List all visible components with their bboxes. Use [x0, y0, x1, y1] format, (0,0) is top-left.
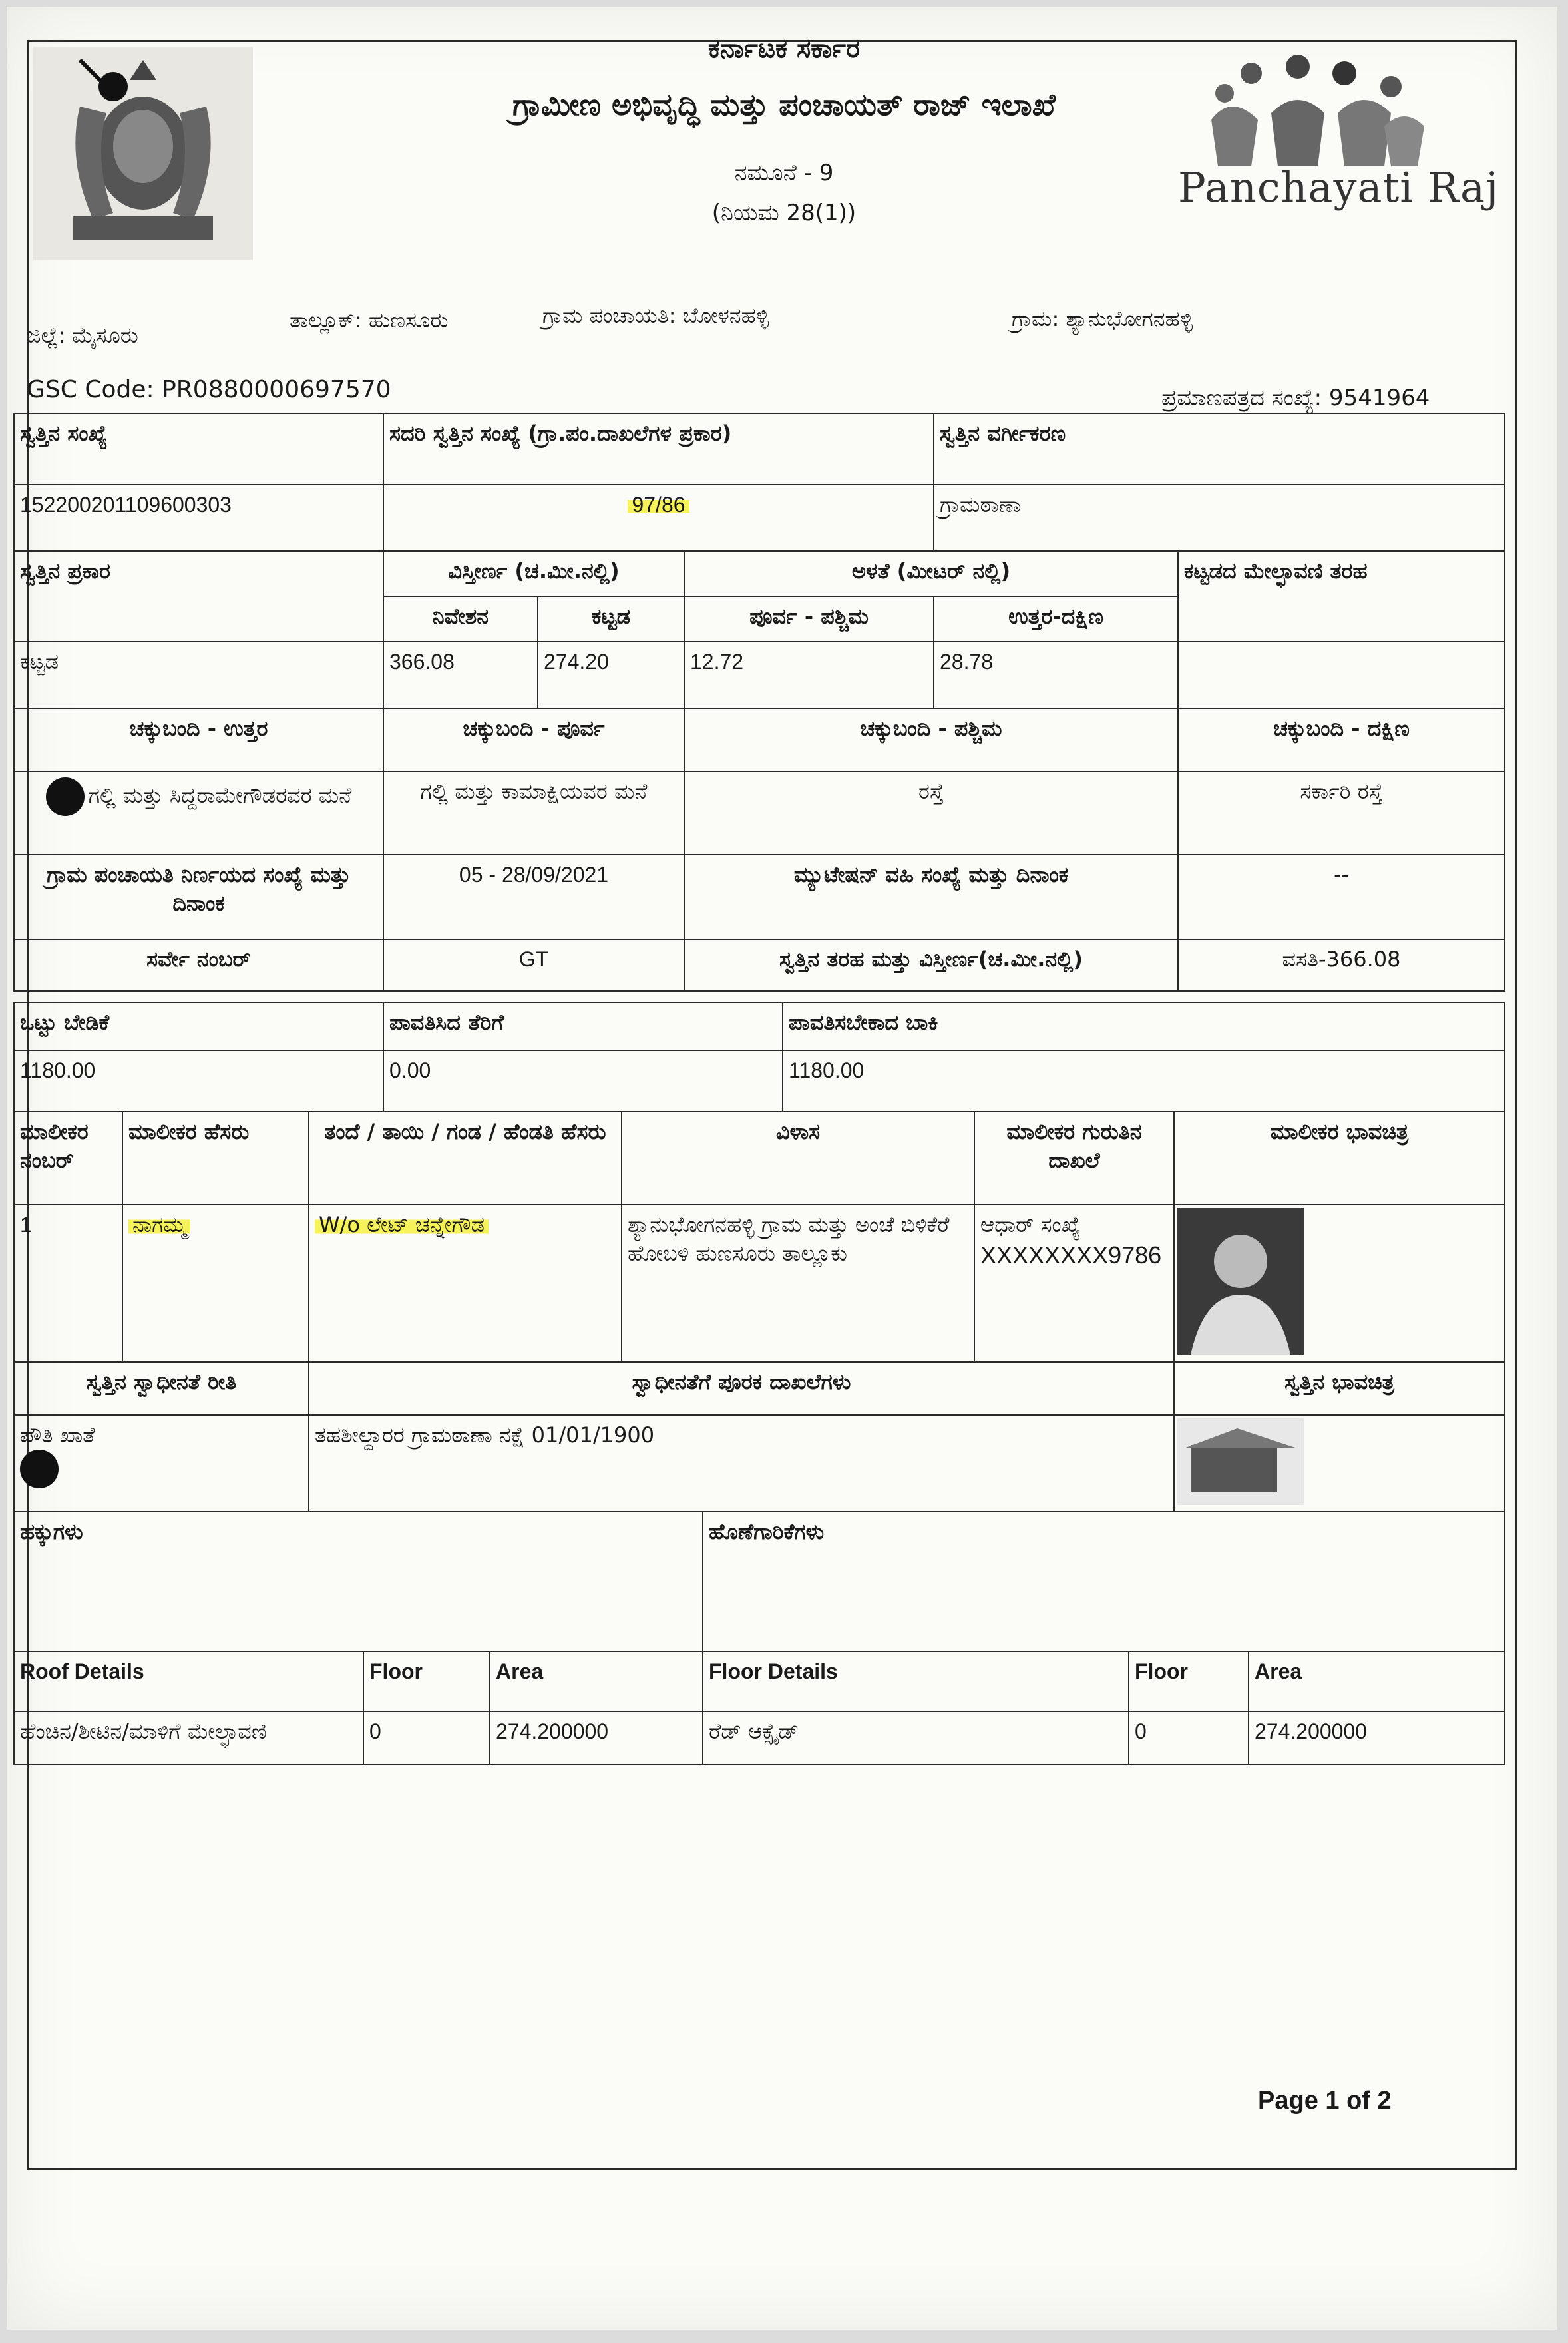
boundary-south-value: ಸರ್ಕಾರಿ ರಸ್ತೆ: [1178, 771, 1505, 855]
type-area-value: ವಸತಿ-366.08: [1178, 939, 1505, 991]
classification-value: ಗ್ರಾಮಠಾಣಾ: [934, 485, 1505, 551]
roof-details-label: Roof Details: [14, 1651, 363, 1711]
floor-area-label: Area: [1249, 1651, 1505, 1711]
property-type-label: ಸ್ವತ್ತಿನ ಪ್ರಕಾರ: [14, 551, 383, 642]
total-demand-value: 1180.00: [14, 1050, 383, 1112]
property-photo-label: ಸ್ವತ್ತಿನ ಭಾವಚಿತ್ರ: [1174, 1362, 1505, 1415]
header-rule: (ನಿಯಮ 28(1)): [711, 200, 857, 226]
owner-number-value: 1: [14, 1205, 122, 1362]
building-label: ಕಟ್ಟಡ: [538, 596, 684, 642]
property-photo: [1177, 1418, 1304, 1505]
paid-tax-value: 0.00: [383, 1050, 783, 1112]
property-details-table: [13, 413, 1505, 992]
roof-type-label: ಕಟ್ಟಡದ ಮೇಲ್ಛಾವಣಿ ತರಹ: [1178, 551, 1505, 642]
boundary-east-label: ಚಕ್ಕುಬಂದಿ - ಪೂರ್ವ: [383, 708, 684, 771]
site-area-value: 366.08: [383, 642, 538, 708]
liabilities-label: ಹೊಣೆಗಾರಿಕೆಗಳು: [703, 1512, 1505, 1651]
roof-floor-label: Floor: [363, 1651, 490, 1711]
mutation-value: --: [1178, 855, 1505, 939]
ownership-docs-value: ತಹಶೀಲ್ದಾರರ ಗ್ರಾಮಠಾಣಾ ನಕ್ಷೆ 01/01/1900: [309, 1415, 1174, 1512]
village: ಗ್ರಾಮ: ಶ್ಯಾನುಭೋಗನಹಳ್ಳಿ: [1012, 306, 1193, 331]
survey-label: ಸರ್ವೇ ನಂಬರ್: [14, 939, 383, 991]
address-label: ವಿಳಾಸ: [622, 1112, 974, 1205]
roof-area-value: 274.200000: [490, 1711, 703, 1765]
site-label: ನಿವೇಶನ: [383, 596, 538, 642]
page-number: Page 1 of 2: [1258, 2087, 1392, 2115]
owner-number-label: ಮಾಲೀಕರ ನಂಬರ್: [14, 1112, 122, 1205]
gsc-code: GSC Code: PR0880000697570: [27, 376, 391, 403]
boundary-west-label: ಚಕ್ಕುಬಂದಿ - ಪಶ್ಚಿಮ: [684, 708, 1178, 771]
ownership-method-value: ಪೌತಿ ಖಾತೆ: [20, 1422, 95, 1448]
ownership-docs-label: ಸ್ವಾಧೀನತೆಗೆ ಪೂರಕ ದಾಖಲೆಗಳು: [309, 1362, 1174, 1415]
north-south-label: ಉತ್ತರ-ದಕ್ಷಿಣ: [934, 596, 1178, 642]
type-area-label: ಸ್ವತ್ತಿನ ತರಹ ಮತ್ತು ವಿಸ್ತೀರ್ಣ(ಚ.ಮೀ.ನಲ್ಲಿ): [684, 939, 1178, 991]
roof-floor-value: 0: [363, 1711, 490, 1765]
roof-floor-table: [13, 1651, 1505, 1765]
east-west-value: 12.72: [684, 642, 934, 708]
mutation-label: ಮ್ಯುಟೇಷನ್ ವಹಿ ಸಂಖ್ಯೆ ಮತ್ತು ದಿನಾಂಕ: [684, 855, 1178, 939]
tax-table: [13, 1002, 1505, 1112]
resolution-value: 05 - 28/09/2021: [383, 855, 684, 939]
boundary-east-value: ಗಲ್ಲಿ ಮತ್ತು ಕಾಮಾಕ್ಷಿಯವರ ಮನೆ: [383, 771, 684, 855]
property-type-value: ಕಟ್ಟಡ: [14, 642, 383, 708]
survey-value: GT: [383, 939, 684, 991]
total-demand-label: ಒಟ್ಟು ಬೇಡಿಕೆ: [14, 1002, 383, 1050]
district: ಜಿಲ್ಲೆ: ಮೈಸೂರು: [27, 323, 138, 348]
paid-tax-label: ಪಾವತಿಸಿದ ತೆರಿಗೆ: [383, 1002, 783, 1050]
property-id-label: ಸ್ವತ್ತಿನ ಸಂಖ್ಯೆ: [14, 413, 383, 485]
east-west-label: ಪೂರ್ವ - ಪಶ್ಚಿಮ: [684, 596, 934, 642]
redaction-mark: [46, 777, 85, 816]
floor-type-value: ರೆಡ್ ಆಕ್ಸೈಡ್: [703, 1711, 1129, 1765]
owner-address-value: ಶ್ಯಾನುಭೋಗನಹಳ್ಳಿ ಗ್ರಾಮ ಮತ್ತು ಅಂಚೆ ಬಿಳಿಕೆರೆ ಹೋಬಳಿ ಹುಣಸೂರು ತಾಲ್ಲೂಕು: [622, 1205, 974, 1362]
owner-id-label: ಮಾಲೀಕರ ಗುರುತಿನ ದಾಖಲೆ: [974, 1112, 1174, 1205]
building-area-value: 274.20: [538, 642, 684, 708]
floor-floor-value: 0: [1129, 1711, 1249, 1765]
dimension-label: ಅಳತೆ (ಮೀಟರ್ ನಲ್ಲಿ): [684, 551, 1178, 596]
floor-area-value: 274.200000: [1249, 1711, 1505, 1765]
header-department: ಗ್ರಾಮೀಣ ಅಭಿವೃದ್ಧಿ ಮತ್ತು ಪಂಚಾಯತ್ ರಾಜ್ ಇಲಾಖೆ: [512, 87, 1056, 122]
owner-id-number: XXXXXXXX9786: [980, 1241, 1162, 1269]
owner-id-type: ಆಧಾರ್ ಸಂಖ್ಯೆ: [980, 1212, 1081, 1237]
balance-due-value: 1180.00: [783, 1050, 1505, 1112]
rights-table: [13, 1511, 1505, 1652]
roof-type-value: ಹೆಂಚಿನ/ಶೀಟಿನ/ಮಾಳಿಗೆ ಮೇಲ್ಛಾವಣಿ: [14, 1711, 363, 1765]
redaction-mark: [20, 1450, 59, 1488]
floor-floor-label: Floor: [1129, 1651, 1249, 1711]
panchayati-raj-logo: [1171, 47, 1438, 246]
resolution-label: ಗ್ರಾಮ ಪಂಚಾಯತಿ ನಿರ್ಣಯದ ಸಂಖ್ಯೆ ಮತ್ತು ದಿನಾಂಕ: [14, 855, 383, 939]
karnataka-emblem: [33, 47, 253, 260]
owner-name-value: ನಾಗಮ್ಮ: [128, 1212, 190, 1237]
boundary-west-value: ರಸ್ತೆ: [684, 771, 1178, 855]
panchayati-raj-text: Panchayati Raj: [1178, 163, 1499, 212]
owner-table: [13, 1111, 1505, 1363]
area-label: ವಿಸ್ತೀರ್ಣ (ಚ.ಮೀ.ನಲ್ಲಿ): [383, 551, 684, 596]
rights-label: ಹಕ್ಕುಗಳು: [14, 1512, 703, 1651]
property-id-value: 152200201109600303: [14, 485, 383, 551]
relation-label: ತಂದೆ / ತಾಯಿ / ಗಂಡ / ಹೆಂಡತಿ ಹೆಸರು: [309, 1112, 622, 1205]
owner-photo: [1177, 1208, 1304, 1355]
owner-name-label: ಮಾಲೀಕರ ಹೆಸರು: [122, 1112, 309, 1205]
roof-area-label: Area: [490, 1651, 703, 1711]
certificate-number: ಪ್ರಮಾಣಪತ್ರದ ಸಂಖ್ಯೆ: 9541964: [1161, 385, 1430, 411]
owner-photo-label: ಮಾಲೀಕರ ಭಾವಚಿತ್ರ: [1174, 1112, 1505, 1205]
boundary-north-value: ಗಲ್ಲಿ ಮತ್ತು ಸಿದ್ದರಾಮೇಗೌಡರವರ ಮನೆ: [88, 783, 352, 808]
sadar-label: ಸದರಿ ಸ್ವತ್ತಿನ ಸಂಖ್ಯೆ (ಗ್ರಾ.ಪಂ.ದಾಖಲೆಗಳ ಪ್ರಕಾರ): [383, 413, 934, 485]
header-govt: ಕರ್ನಾಟಕ ಸರ್ಕಾರ: [707, 33, 861, 64]
balance-due-label: ಪಾವತಿಸಬೇಕಾದ ಬಾಕಿ: [783, 1002, 1505, 1050]
roof-type-value: [1178, 642, 1505, 708]
taluk: ತಾಲ್ಲೂಕ್: ಹುಣಸೂರು: [290, 308, 449, 333]
ownership-method-label: ಸ್ವತ್ತಿನ ಸ್ವಾಧೀನತೆ ರೀತಿ: [14, 1362, 309, 1415]
relation-value: W/o ಲೇಟ್ ಚನ್ನೇಗೌಡ: [315, 1212, 489, 1237]
ownership-table: [13, 1361, 1505, 1512]
floor-details-label: Floor Details: [703, 1651, 1129, 1711]
boundary-north-label: ಚಕ್ಕುಬಂದಿ - ಉತ್ತರ: [14, 708, 383, 771]
north-south-value: 28.78: [934, 642, 1178, 708]
gram-panchayat: ಗ್ರಾಮ ಪಂಚಾಯತಿ: ಬೋಳನಹಳ್ಳಿ: [542, 303, 769, 328]
classification-label: ಸ್ವತ್ತಿನ ವರ್ಗೀಕರಣ: [934, 413, 1505, 485]
boundary-south-label: ಚಕ್ಕುಬಂದಿ - ದಕ್ಷಿಣ: [1178, 708, 1505, 771]
header-form: ನಮೂನೆ - 9: [734, 160, 834, 186]
sadar-value: 97/86: [628, 493, 689, 517]
